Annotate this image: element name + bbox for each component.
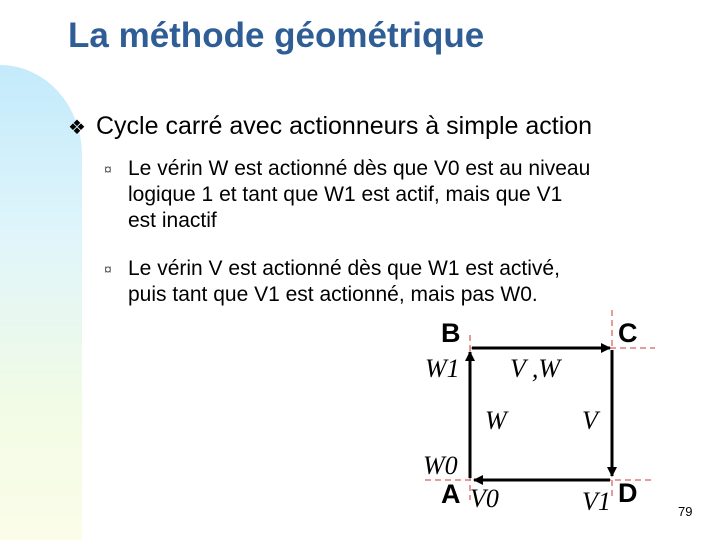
page-number: 79	[678, 504, 693, 519]
sub-bullet-1-line: est inactif	[128, 209, 217, 232]
sensor-label-v0: V0	[470, 484, 499, 513]
sensor-label-v1: V1	[582, 487, 611, 516]
sub-bullet-1-line: logique 1 et tant que W1 est actif, mais que V1	[128, 183, 563, 206]
action-label-w: W	[485, 406, 507, 435]
currency-bullet-icon: ¤	[104, 261, 112, 277]
diamond-bullet-icon: ❖	[68, 117, 86, 139]
sensor-label-w0: W0	[423, 451, 458, 480]
sub-bullet-2-line: Le vérin V est actionné dès que W1 est activé,	[128, 257, 560, 280]
currency-bullet-icon: ¤	[104, 161, 112, 177]
action-label-vw: V ,W	[510, 354, 561, 383]
corner-label-a: A	[441, 479, 461, 509]
sub-bullet-2-line: puis tant que V1 est actionné, mais pas W0.	[128, 283, 538, 306]
corner-label-c: C	[618, 318, 638, 348]
slide-title: La méthode géométrique	[68, 16, 485, 55]
main-bullet-text: Cycle carré avec actionneurs à simple action	[96, 112, 593, 140]
action-label-v: V	[582, 406, 598, 435]
sensor-label-w1: W1	[425, 354, 460, 383]
corner-label-d: D	[618, 478, 638, 508]
corner-label-b: B	[441, 318, 461, 348]
sub-bullet-1-line: Le vérin W est actionné dès que V0 est au niveau	[128, 157, 591, 180]
